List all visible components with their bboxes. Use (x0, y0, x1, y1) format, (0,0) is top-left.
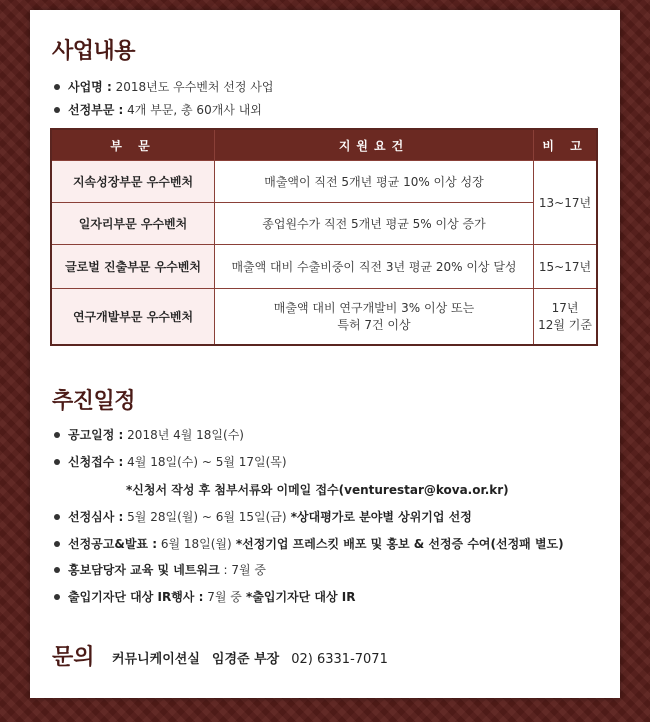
schedule-item: 공고일정 : 2018년 4월 18일(수) (54, 426, 244, 443)
row-requirement: 매출액 대비 수출비중이 직전 3년 평균 20% 이상 달성 (215, 245, 534, 289)
row-note: 15~17년 (534, 245, 598, 289)
header-note: 비 고 (534, 129, 598, 161)
bullet-icon (54, 459, 60, 465)
contact-phone: 02) 6331-7071 (291, 652, 388, 667)
schedule-item: 선정공고&발표 : 6월 18일(월) *선정기업 프레스킷 배포 및 홍보 & 선정증 수여(선정패 별도) (54, 535, 564, 552)
row-requirement: 종업원수가 직전 5개년 평균 5% 이상 증가 (215, 203, 534, 245)
table-header-row (51, 129, 597, 161)
row-requirement: 매출액이 직전 5개년 평균 10% 이상 성장 (215, 161, 534, 203)
contact-person: 임경준 부장 (211, 652, 280, 667)
requirements-table (50, 128, 598, 346)
bullet-icon (54, 567, 60, 573)
bullet-icon (54, 432, 60, 438)
business-item-sections: 선정부문 : 4개 부문, 총 60개사 내외 (54, 101, 262, 118)
contact-title: 문의 (52, 645, 95, 670)
schedule-item: 출입기자단 대상 IR행사 : 7월 중 *출입기자단 대상 IR (54, 588, 356, 605)
header-requirement: 지원요건 (215, 129, 534, 161)
bullet-icon (54, 514, 60, 520)
bullet-icon (54, 84, 60, 90)
schedule-item: 선정심사 : 5월 28일(월) ~ 6월 15일(금) *상대평가로 분야별 상위기업 선정 (54, 508, 472, 525)
table-row (51, 245, 597, 289)
header-category: 부 문 (51, 129, 215, 161)
table-row (51, 289, 597, 345)
schedule-item: 신청접수 : 4월 18일(수) ~ 5월 17일(목) (54, 453, 287, 470)
business-item-name: 사업명 : 2018년도 우수벤처 선정 사업 (54, 78, 273, 95)
schedule-note: *신청서 작성 후 첨부서류와 이메일 접수(venturestar@kova.or.kr) (126, 483, 509, 497)
contact-info (112, 648, 388, 667)
row-category: 지속성장부문 우수벤처 (51, 161, 215, 203)
table-row (51, 161, 597, 203)
table-row (51, 203, 597, 245)
row-note: 13~17년 (534, 161, 598, 245)
row-category: 일자리부문 우수벤처 (51, 203, 215, 245)
schedule-item: 홍보담당자 교육 및 네트워크 : 7월 중 (54, 561, 266, 578)
business-title: 사업내용 (52, 39, 136, 64)
row-note: 17년 12월 기준 (534, 289, 598, 345)
bullet-icon (54, 594, 60, 600)
row-requirement: 매출액 대비 연구개발비 3% 이상 또는 특허 7건 이상 (215, 289, 534, 345)
contact-dept: 커뮤니케이션실 (112, 652, 200, 667)
row-category: 연구개발부문 우수벤처 (51, 289, 215, 345)
bullet-icon (54, 541, 60, 547)
content-card (30, 10, 620, 698)
schedule-title: 추진일정 (52, 389, 136, 414)
bullet-icon (54, 107, 60, 113)
row-category: 글로벌 진출부문 우수벤처 (51, 245, 215, 289)
